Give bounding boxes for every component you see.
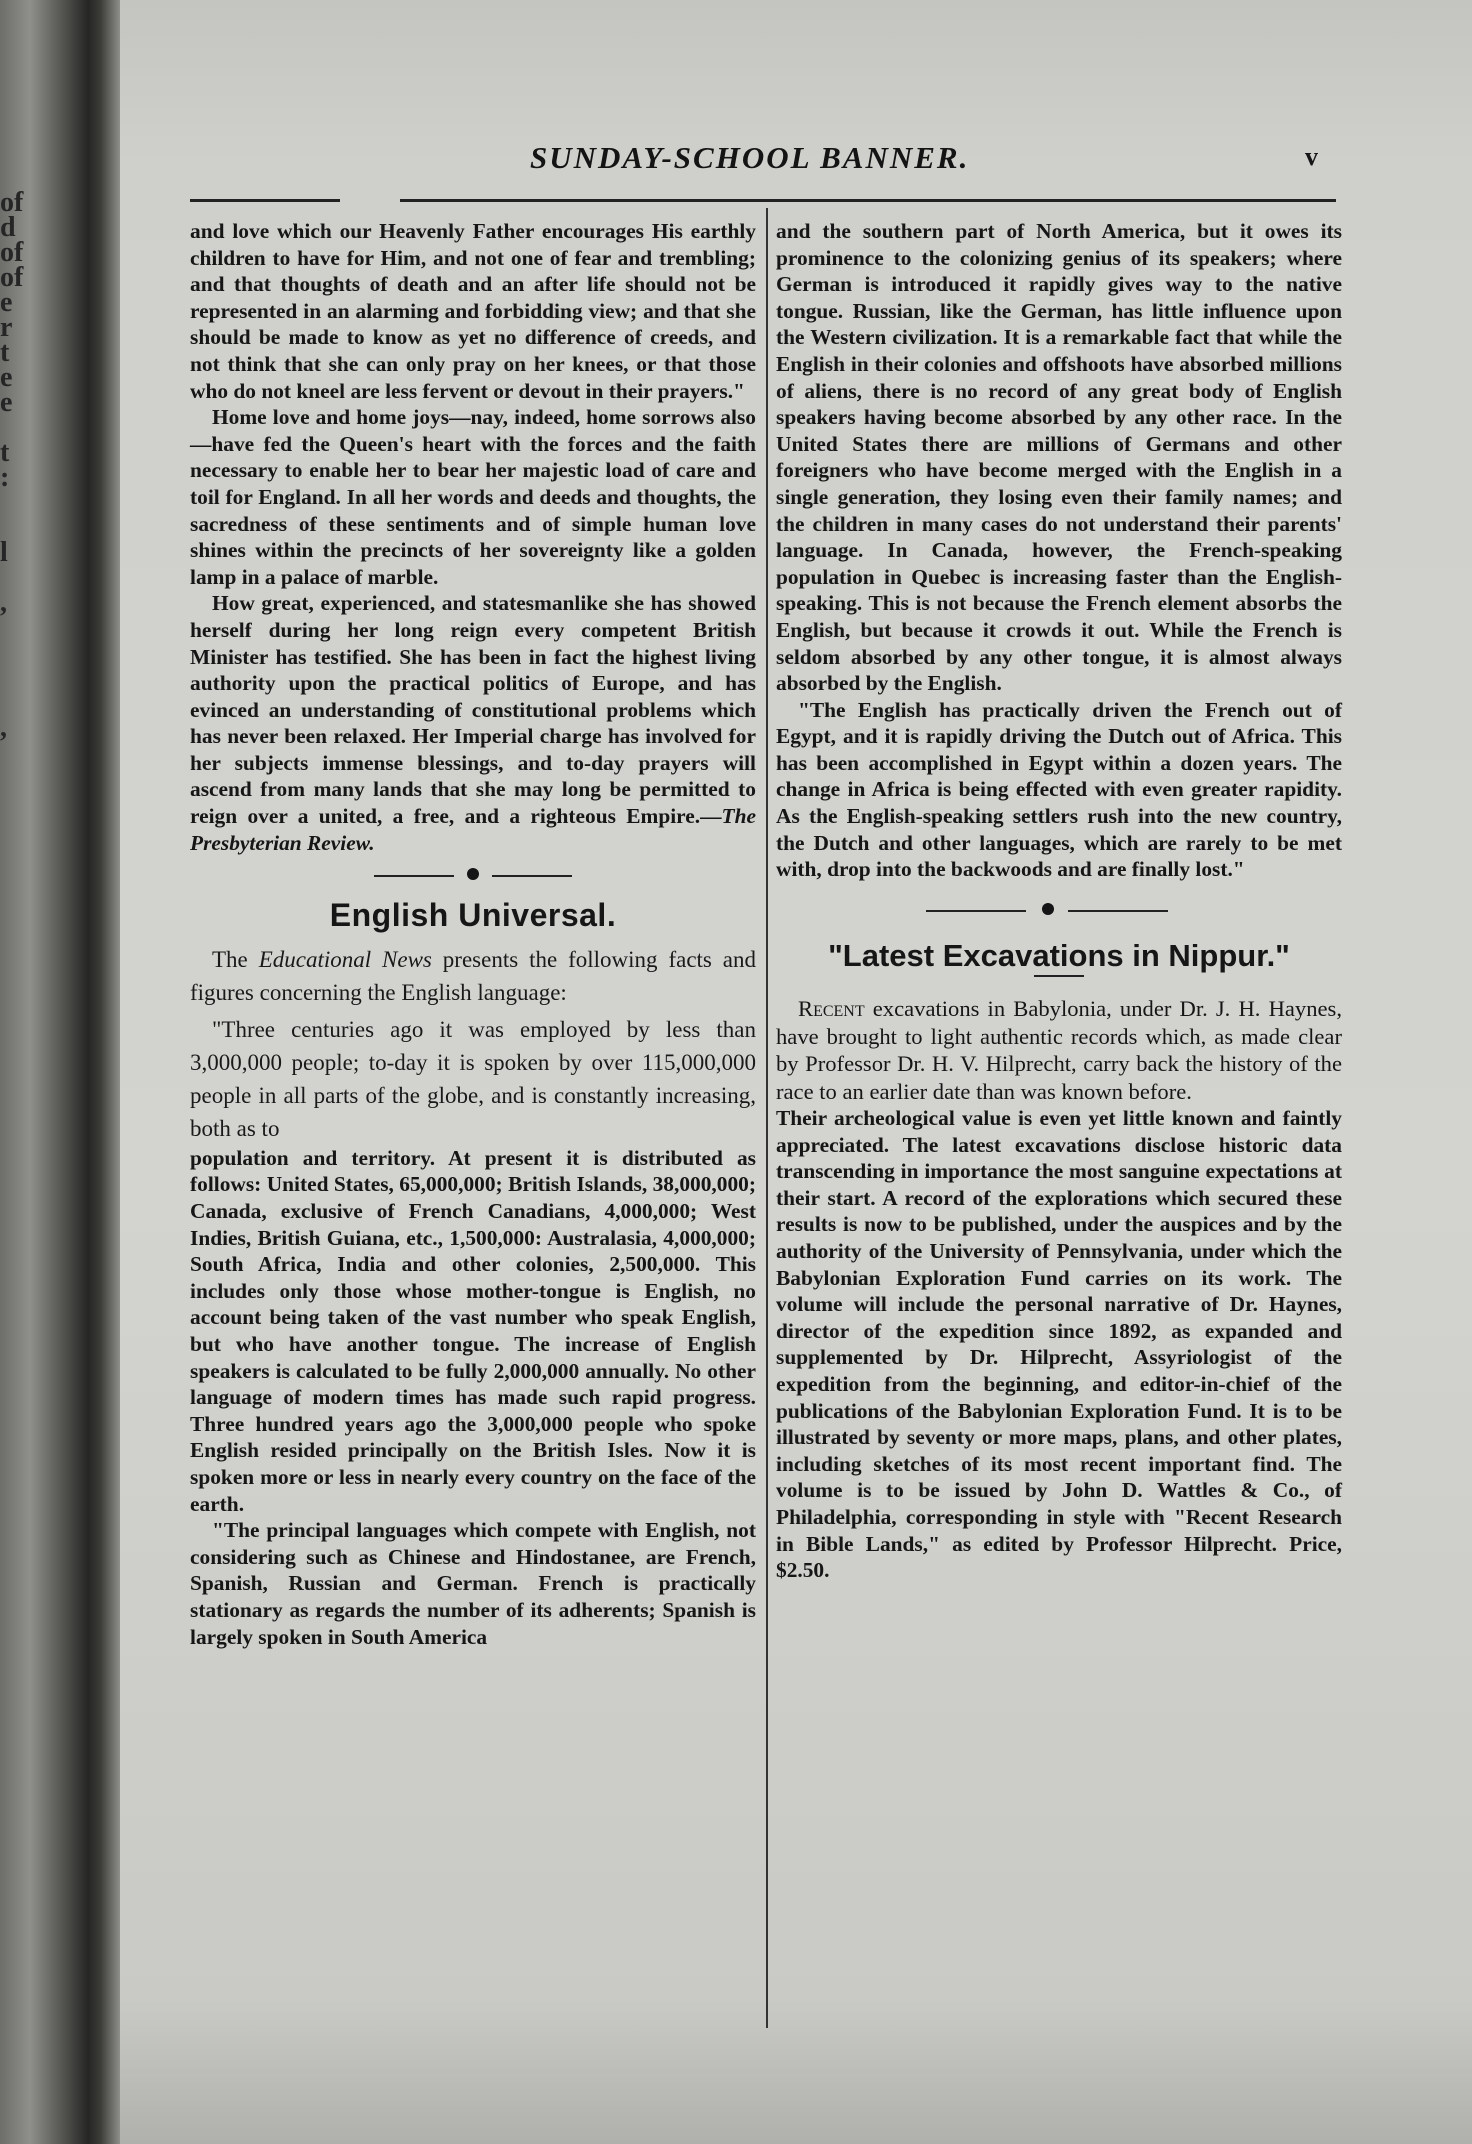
left-column — [190, 218, 756, 1650]
paragraph: and the southern part of North America, but it owes its prominence to the colonizing genius of its speakers; where German is introduced it rapidly gives way to the native tongue. Russian, like the German, has little influence upon the Western civilization. It is a remarkable fact that while the English in their colonies and offshoots have absorbed millions of aliens, there is no record of any great body of English speakers having become absorbed by any other race. In the United States there are millions of Germans and other foreigners who have become merged with the English in a single generation, they losing even their family names; and the children in many cases do not understand their parents' language. In Canada, however, the French-speaking population in Quebec is increasing faster than the English-speaking. This is not because the French element absorbs the English, but because it crowds it out. While the French is seldom absorbed by any other tongue, it is almost always absorbed by the English. — [776, 219, 1342, 696]
ornament-bar — [374, 875, 454, 877]
source-citation: The Presbyterian Review. — [190, 804, 756, 855]
column-divider — [766, 208, 768, 2028]
paragraph: Home love and home joys—nay, indeed, home sorrows also—have fed the Queen's heart with the forces and the faith necessary to enable her to bear her majestic load of care and toil for England. In all her words and deeds and thoughts, the sacredness of these sentiments and of simple human love shines within the precincts of her sovereignty like a golden lamp in a palace of marble. — [190, 405, 756, 589]
ornament-bar — [1068, 910, 1168, 912]
paragraph-text: excavations in Babylonia, under Dr. J. H. Haynes, have brought to light authentic records which, as made clear by Professor Dr. H. V. Hilprecht, carry back the history of the race to an earlier date than was known before. — [776, 996, 1342, 1104]
running-head — [120, 140, 1472, 180]
page-number: v — [1305, 142, 1318, 171]
paragraph-text: The — [212, 946, 259, 972]
paragraph-text: How great, experienced, and statesmanlike she has showed herself during her long reign every competent British Minister has testified. She has been in fact the highest living authority upon the practical politics of Europe, and has evinced an understanding of constitutional problems which has never been relaxed. Her Imperial charge has involved for her subjects immense blessings, and to-day prayers will ascend from many lands that she may long be permitted to reign over a united, a free, and a righteous Empire.— — [190, 591, 756, 829]
ornament-bar — [926, 910, 1026, 912]
right-column — [776, 218, 1342, 1584]
ornament-dot — [1042, 903, 1054, 915]
header-rule-left — [190, 199, 340, 202]
header-rule-right — [400, 199, 1336, 202]
running-title: SUNDAY-SCHOOL BANNER. — [530, 140, 970, 175]
paragraph: Their archeological value is even yet little known and faintly appreciated. The latest excavations disclose historic data transcending in importance the most sanguine expectations at their start. A record of the explorations which secured these results is now to be published, under the auspices and by the authority of the University of Pennsylvania, under which the Babylonian Exploration Fund carries on its work. The volume will include the personal narrative of Dr. Haynes, director of the expedition since 1892, as expanded and supplemented by Dr. Hilprecht, Assyriologist of the expedition from the beginning, and editor-in-chief of the publications of the Babylonian Exploration Fund. It is to be illustrated by seventy or more maps, plans, and other plates, including sketches of its most recent important find. The volume is to be issued by John D. Wattles & Co., of Philadelphia, corresponding in style with "Recent Research in Bible Lands," as edited by Professor Hilprecht. Price, $2.50. — [776, 1106, 1342, 1583]
binding-gutter — [0, 0, 120, 2144]
drop-word: Recent — [798, 996, 865, 1022]
section-title: English Universal. — [329, 897, 617, 934]
section-ornament — [190, 856, 756, 896]
source-name: Educational News — [258, 946, 432, 972]
ornament-dot — [467, 868, 479, 880]
paragraph: and love which our Heavenly Father encourages His earthly children to have for Him, and not one of fear and trembling; and that thoughts of death and an after life should not be represented in an alarming and forbidding view; and that she should be made to know as yet no difference of creeds, and not think that she can only pray on her knees, or that those who do not kneel are less fervent or devout in their prayers." — [190, 219, 756, 403]
title-rule — [1034, 975, 1084, 977]
paragraph — [776, 995, 1342, 1105]
paragraph — [190, 943, 756, 1009]
section-ornament — [776, 891, 1342, 931]
previous-page-margin-text: of d of of e r t e e t : l , , — [0, 187, 24, 743]
ornament-bar — [492, 875, 572, 877]
paragraph: population and territory. At present it is distributed as follows: United States, 65,000,000; British Islands, 38,000,000; Canada, exclusive of French Canadians, 4,000,000; West Indies, British Guiana, etc., 1,500,000: Australasia, 4,000,000; South Africa, India and other colonies, 2,500,000. This includes only those whose mother-tongue is English, no account being taken of the vast number who speak English, but who have another tongue. The increase of English speakers is calculated to be fully 2,000,000 annually. No other language of modern times has made such rapid progress. Three hundred years ago the 3,000,000 people who spoke English resided principally on the British Isles. Now it is spoken more or less in nearly every country on the face of the earth. — [190, 1145, 756, 1516]
paragraph — [190, 590, 756, 856]
section-title: "Latest Excavations in Nippur." — [828, 937, 1290, 973]
paragraph: "Three centuries ago it was employed by less than 3,000,000 people; to-day it is spoken by over 115,000,000 people in all parts of the globe, and is constantly increasing, both as to — [190, 1016, 756, 1141]
paragraph: "The English has practically driven the French out of Egypt, and it is rapidly driving the Dutch out of Africa. This has been accomplished in Egypt within a dozen years. The change in Africa is being effected with even greater rapidity. As the English-speaking settlers rush into the new country, the Dutch and other languages, which are rarely to be met with, drop into the backwoods and are finally lost." — [776, 697, 1342, 882]
paragraph-text: presents the following facts and figures concerning the English language: — [190, 946, 756, 1005]
page — [120, 0, 1472, 2144]
paragraph: "The principal languages which compete with English, not considering such as Chinese and Hindostanee, are French, Spanish, Russian and German. French is practically stationary as regards the number of its adherents; Spanish is largely spoken in South America — [190, 1518, 756, 1649]
